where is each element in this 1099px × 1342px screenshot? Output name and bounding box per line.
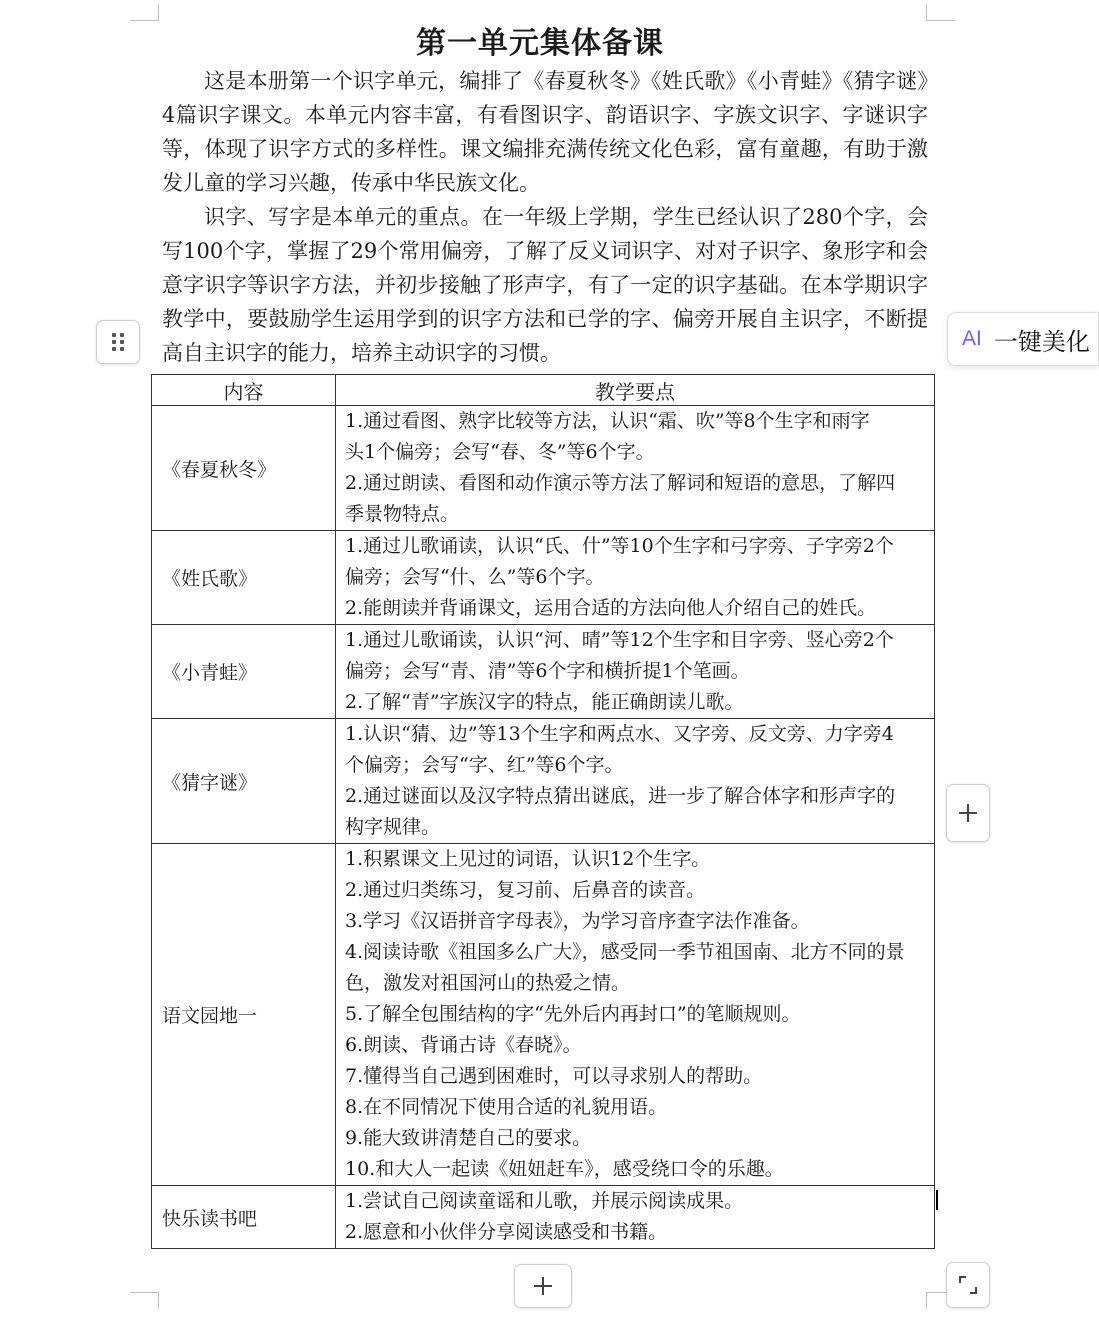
teaching-point-line: 8.在不同情况下使用合适的礼貌用语。 <box>345 1096 668 1118</box>
crop-mark-bottom-left <box>130 1292 159 1309</box>
add-column-button[interactable] <box>946 784 990 842</box>
teaching-point-line: 7.懂得当自己遇到困难时，可以寻求别人的帮助。 <box>345 1065 763 1087</box>
teaching-point-line: 2.通过朗读、看图和动作演示等方法了解词和短语的意思，了解四 <box>345 472 896 494</box>
row-content-name: 《猜字谜》 <box>152 719 336 844</box>
row-content-name: 《小青蛙》 <box>152 625 336 719</box>
teaching-point-line: 2.了解“青”字族汉字的特点，能正确朗读儿歌。 <box>345 691 744 713</box>
teaching-point-line: 1.尝试自己阅读童谣和儿歌，并展示阅读成果。 <box>345 1190 744 1212</box>
teaching-point-line: 偏旁；会写“青、清”等6个字和横折提1个笔画。 <box>345 660 750 682</box>
row-teaching-points <box>336 531 935 625</box>
row-content-name: 《姓氏歌》 <box>152 531 336 625</box>
row-content-name: 语文园地一 <box>152 844 336 1186</box>
row-teaching-points <box>336 719 935 844</box>
teaching-point-line: 2.愿意和小伙伴分享阅读感受和书籍。 <box>345 1221 668 1243</box>
teaching-point-line: 3.学习《汉语拼音字母表》，为学习音序查字法作准备。 <box>345 910 810 932</box>
teaching-point-line: 1.通过看图、熟字比较等方法，认识“霜、吹”等8个生字和雨字 <box>345 410 870 432</box>
teaching-point-line: 1.通过儿歌诵读，认识“氏、什”等10个生字和弓字旁、子字旁2个 <box>345 535 894 557</box>
row-teaching-points <box>336 1186 935 1249</box>
row-content-name: 快乐读书吧 <box>152 1186 336 1249</box>
teaching-point-line: 4.阅读诗歌《祖国多么广大》，感受同一季节祖国南、北方不同的景 <box>345 941 905 963</box>
header-content: 内容 <box>152 375 336 406</box>
text-cursor <box>936 1190 938 1210</box>
teaching-plan-table <box>151 374 935 1249</box>
teaching-point-line: 5.了解全包围结构的字“先外后内再封口”的笔顺规则。 <box>345 1003 801 1025</box>
drag-handle-icon <box>112 333 125 351</box>
teaching-point-line: 1.通过儿歌诵读，认识“河、晴”等12个生字和目字旁、竖心旁2个 <box>345 629 894 651</box>
ai-badge: AI <box>962 327 982 350</box>
plus-icon <box>532 1275 554 1297</box>
teaching-point-line: 头1个偏旁；会写“春、冬”等6个字。 <box>345 441 655 463</box>
plus-icon <box>957 802 979 824</box>
row-teaching-points <box>336 406 935 531</box>
resize-icon <box>957 1274 979 1296</box>
header-teaching-points: 教学要点 <box>336 375 935 406</box>
teaching-point-line: 10.和大人一起读《妞妞赶车》，感受绕口令的乐趣。 <box>345 1158 784 1180</box>
table-row <box>152 844 935 1186</box>
ai-beautify-button[interactable] <box>947 312 1099 366</box>
document-title: 第一单元集体备课 <box>416 26 664 61</box>
teaching-point-line: 9.能大致讲清楚自己的要求。 <box>345 1127 592 1149</box>
teaching-point-line: 1.积累课文上见过的词语，认识12个生字。 <box>345 848 711 870</box>
ai-beautify-label: 一键美化 <box>993 328 1090 356</box>
row-teaching-points <box>336 844 935 1186</box>
teaching-point-line: 2.能朗读并背诵课文，运用合适的方法向他人介绍自己的姓氏。 <box>345 597 877 619</box>
teaching-point-line: 2.通过谜面以及汉字特点猜出谜底，进一步了解合体字和形声字的 <box>345 785 896 807</box>
table-row <box>152 1186 935 1249</box>
table-row <box>152 531 935 625</box>
add-row-button[interactable] <box>514 1264 572 1308</box>
teaching-point-line: 个偏旁；会写“字、红”等6个字。 <box>345 754 624 776</box>
table-resize-button[interactable] <box>946 1262 990 1308</box>
teaching-point-line: 色，激发对祖国河山的热爱之情。 <box>345 972 631 994</box>
row-content-name: 《春夏秋冬》 <box>152 406 336 531</box>
intro-paragraph-2: 识字、写字是本单元的重点。在一年级上学期，学生已经认识了280个字，会写100个字，掌握了29个常用偏旁，了解了反义词识字、对对子识字、象形字和会意字识字等识字方法，并初步接触了形声字，有了一定的识字基础。在本学期识字教学中，要鼓励学生运用学到的识字方法和已学的字、偏旁开展自主识字，不断提高自主识字的能力，培养主动识字的习惯。 <box>162 205 928 365</box>
intro-paragraph-1: 这是本册第一个识字单元，编排了《春夏秋冬》《姓氏歌》《小青蛙》《猜字谜》4篇识字课文。本单元内容丰富，有看图识字、韵语识字、字族文识字、字谜识字等，体现了识字方式的多样性。课文编排充满传统文化色彩，富有童趣，有助于激发儿童的学习兴趣，传承中华民族文化。 <box>162 69 928 195</box>
teaching-point-line: 构字规律。 <box>345 816 441 838</box>
teaching-point-line: 季景物特点。 <box>345 503 460 525</box>
teaching-point-line: 偏旁；会写“什、么”等6个字。 <box>345 566 605 588</box>
block-drag-handle[interactable] <box>96 320 140 364</box>
teaching-point-line: 6.朗读、背诵古诗《春晓》。 <box>345 1034 582 1056</box>
table-row <box>152 719 935 844</box>
table-row <box>152 625 935 719</box>
teaching-point-line: 2.通过归类练习，复习前、后鼻音的读音。 <box>345 879 706 901</box>
row-teaching-points <box>336 625 935 719</box>
table-row <box>152 406 935 531</box>
teaching-point-line: 1.认识“猜、边”等13个生字和两点水、又字旁、反文旁、力字旁4 <box>345 723 894 745</box>
table-header-row <box>152 375 935 406</box>
